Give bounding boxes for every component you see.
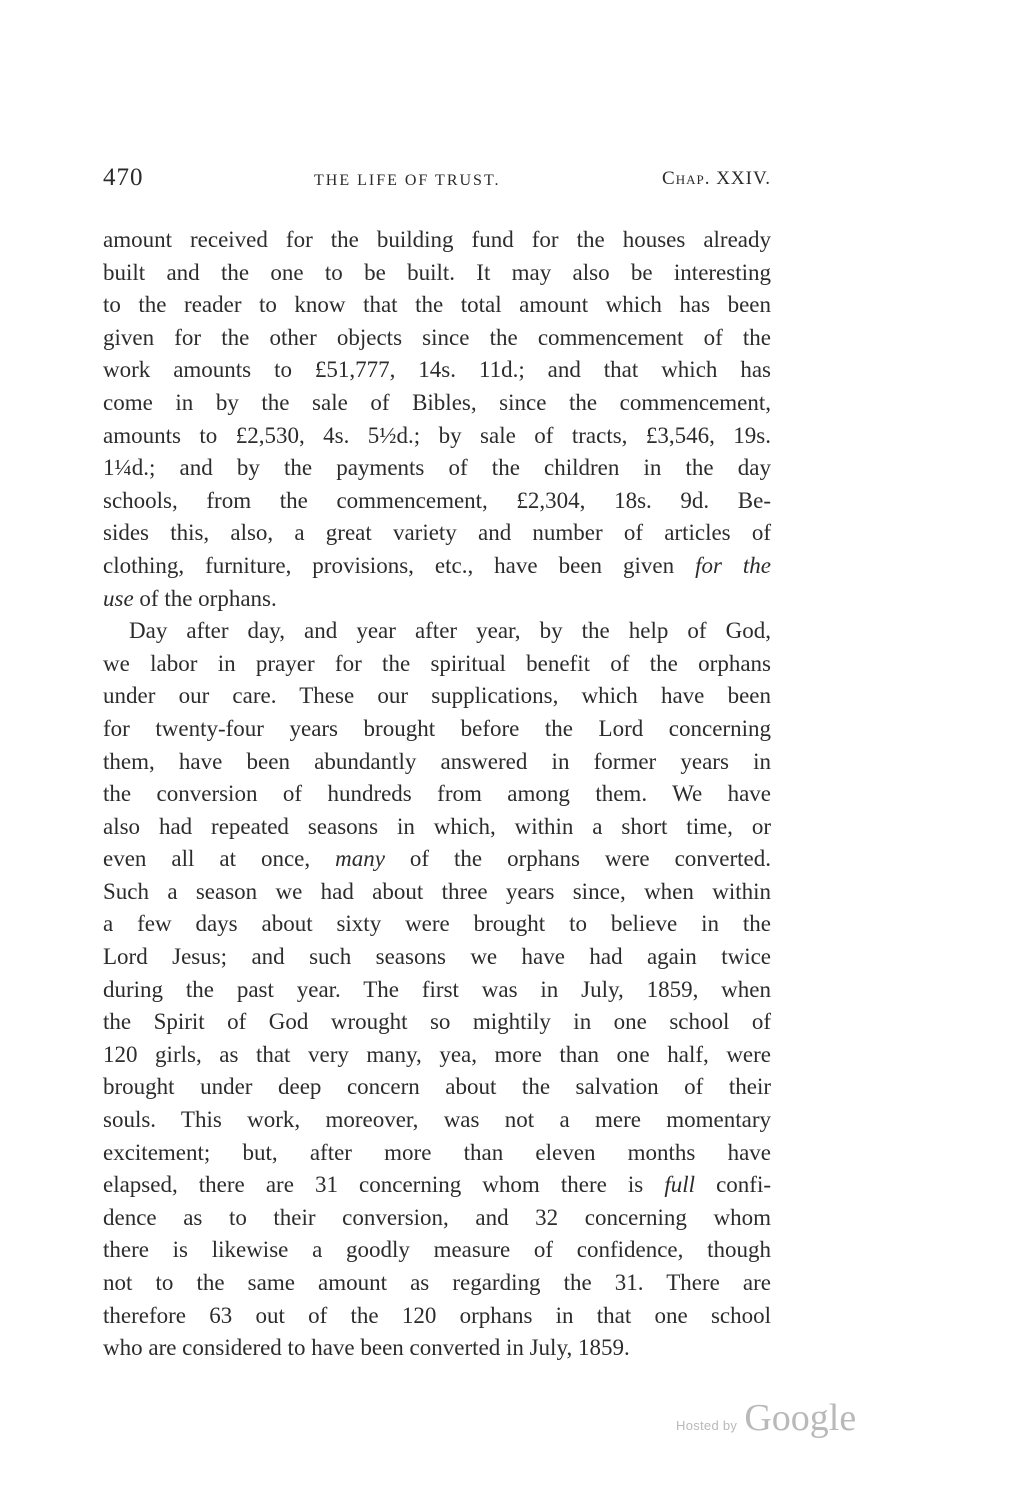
text-line: we labor in prayer for the spiritual benefit of the orphans: [103, 650, 771, 676]
text-line: a few days about sixty were brought to believe in the: [103, 911, 771, 937]
italic-text: use: [103, 585, 134, 611]
hosted-by-label: Hosted by: [676, 1418, 738, 1433]
text-line: brought under deep concern about the salvation of their: [103, 1074, 771, 1100]
italic-text: for the: [695, 552, 771, 578]
text-line: not to the same amount as regarding the 31. There are: [103, 1270, 771, 1295]
text-line: also had repeated seasons in which, within a short time, or: [103, 813, 771, 839]
text-line: amount received for the building fund for the houses already: [103, 227, 771, 252]
text-line: Day after day, and year after year, by the help of God,: [129, 618, 771, 644]
google-logo: Google: [744, 1397, 857, 1439]
text-line: souls. This work, moreover, was not a mere momentary: [103, 1107, 771, 1133]
text-line: there is likewise a goodly measure of confidence, though: [103, 1237, 771, 1263]
text-line: 1¼d.; and by the payments of the children in the day: [103, 455, 771, 481]
running-title: THE LIFE OF TRUST.: [314, 172, 501, 189]
text-line: under our care. These our supplications, which have been: [103, 683, 771, 709]
text-line: Such a season we had about three years since, when within: [103, 878, 771, 904]
text-line: excitement; but, after more than eleven months have: [103, 1139, 771, 1165]
text-line: during the past year. The first was in July, 1859, when: [103, 976, 771, 1002]
italic-text: many: [335, 846, 385, 872]
paragraph-1: [103, 224, 771, 615]
text-line: Lord Jesus; and such seasons we have had again twice: [103, 944, 771, 970]
text-line: dence as to their conversion, and 32 concerning whom: [103, 1204, 771, 1230]
paragraph-2: [103, 615, 771, 1365]
text-line: who are considered to have been converted in July, 1859.: [103, 1335, 630, 1361]
text-line: the conversion of hundreds from among them. We have: [103, 781, 771, 807]
text-line: [103, 550, 771, 583]
text-line: built and the one to be built. It may also be interesting: [103, 259, 771, 285]
text-run: elapsed, there are 31 concerning whom there is: [103, 1172, 665, 1198]
text-run: of the orphans were converted.: [384, 846, 772, 872]
text-line: [103, 1169, 771, 1202]
text-line: them, have been abundantly answered in former years in: [103, 748, 771, 774]
text-line: 120 girls, as that very many, yea, more than one half, were: [103, 1041, 771, 1067]
text-line: sides this, also, a great variety and number of articles of: [103, 520, 771, 546]
text-line: schools, from the commencement, £2,304, 18s. 9d. Be-: [103, 487, 771, 513]
text-run: clothing, furniture, provisions, etc., have been given: [103, 552, 696, 578]
text-line: come in by the sale of Bibles, since the commencement,: [103, 389, 771, 415]
body-text: [103, 224, 771, 1365]
text-line: amounts to £2,530, 4s. 5½d.; by sale of tracts, £3,546, 19s.: [103, 422, 771, 448]
text-line: given for the other objects since the commencement of the: [103, 324, 771, 350]
text-run: of the orphans.: [133, 585, 277, 611]
text-line: for twenty-four years brought before the Lord concerning: [103, 715, 771, 741]
text-line: therefore 63 out of the 120 orphans in that one school: [103, 1302, 771, 1328]
chapter-label: Chap. XXIV.: [662, 168, 771, 189]
page-header: [103, 164, 771, 198]
text-line: work amounts to £51,777, 14s. 11d.; and that which has: [103, 357, 771, 383]
hosted-by-watermark: [676, 1396, 857, 1439]
text-line: to the reader to know that the total amount which has been: [103, 292, 771, 318]
page-number: 470: [103, 164, 144, 191]
text-line: [103, 583, 771, 616]
italic-text: full: [664, 1172, 695, 1198]
text-line: the Spirit of God wrought so mightily in one school of: [103, 1009, 771, 1035]
text-run: even all at once,: [103, 846, 336, 872]
text-line: [103, 843, 771, 876]
text-run: confi-: [695, 1172, 771, 1198]
